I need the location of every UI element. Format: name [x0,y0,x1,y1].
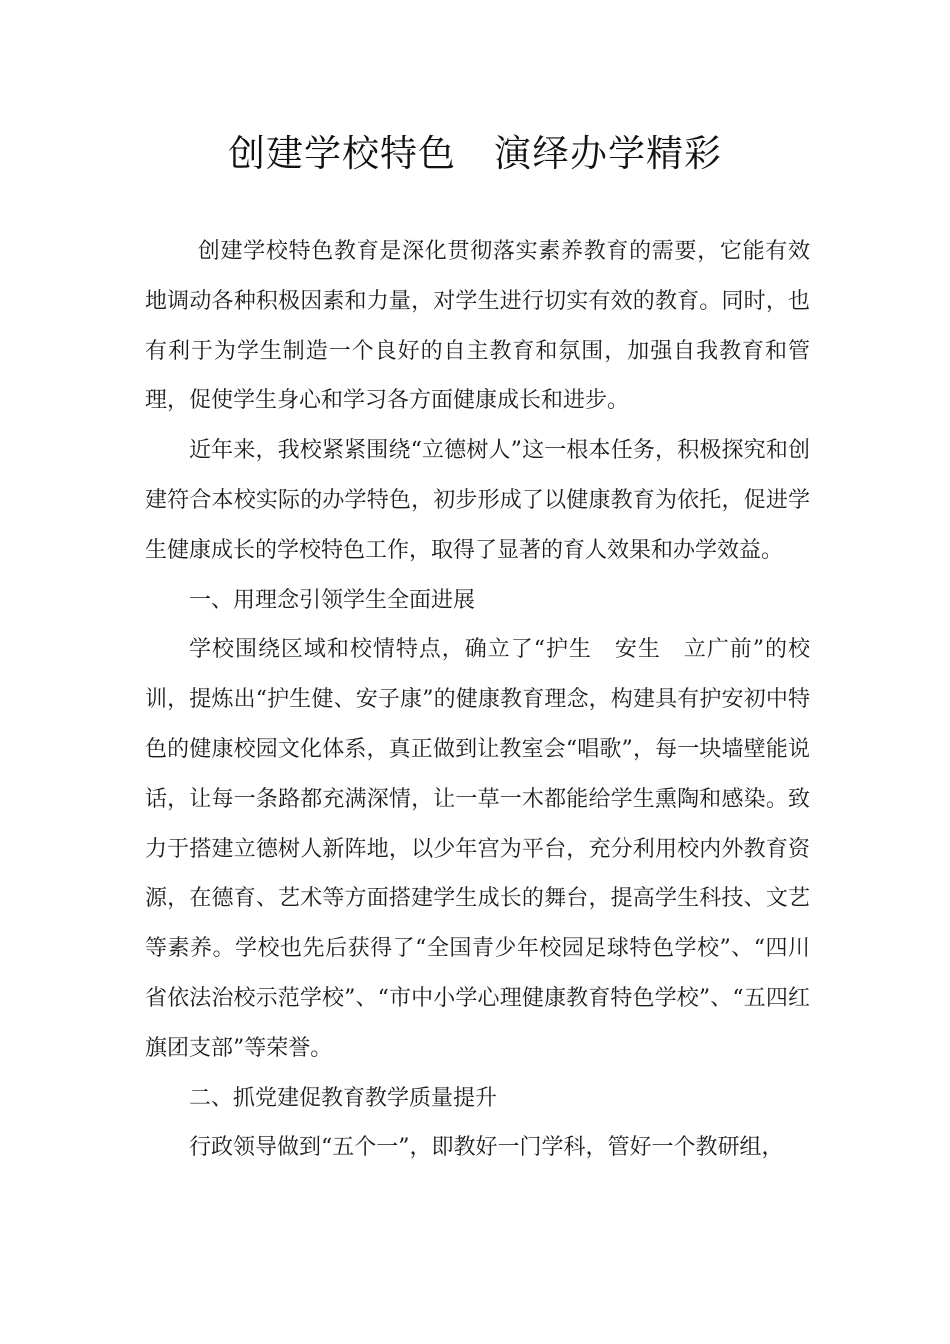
page-title: 创建学校特色 演绎办学精彩 [228,132,722,175]
section-heading-1: 一、用理念引领学生全面进展 [189,587,476,613]
paragraph-section-2: 行政领导做到“五个一”，即教好一门学科，管好一个教研组， [189,1135,784,1161]
paragraph-intro: 创建学校特色教育是深化贯彻落实素养教育的需要，它能有效地调动各种积极因素和力量，对学生进行切实有效的教育。同时，也有利于为学生制造一个良好的自主教育和氛围，加强自我教育和管理，促使学生身心和学习各方面健康成长和进步。 [145,239,810,414]
section-heading-2: 二、抓党建促教育教学质量提升 [189,1085,498,1111]
paragraph-recent-years: 近年来，我校紧紧围绕“立德树人”这一根本任务，积极探究和创建符合本校实际的办学特色，初步形成了以健康教育为依托，促进学生健康成长的学校特色工作，取得了显著的育人效果和办学效益。 [145,438,810,563]
document-body [145,227,810,1173]
paragraph-section-1: 学校围绕区域和校情特点，确立了“护生 安生 立广前”的校训，提炼出“护生健、安子康”的健康教育理念，构建具有护安初中特色的健康校园文化体系，真正做到让教室会“唱歌”，每一块墙壁能说话，让每一条路都充满深情，让一草一木都能给学生熏陶和感染。致力于搭建立德树人新阵地，以少年宫为平台，充分利用校内外教育资源，在德育、艺术等方面搭建学生成长的舞台，提高学生科技、文艺等素养。学校也先后获得了“全国青少年校园足球特色学校”、“四川省依法治校示范学校”、“市中小学心理健康教育特色学校”、“五四红旗团支部”等荣誉。 [145,637,810,1061]
